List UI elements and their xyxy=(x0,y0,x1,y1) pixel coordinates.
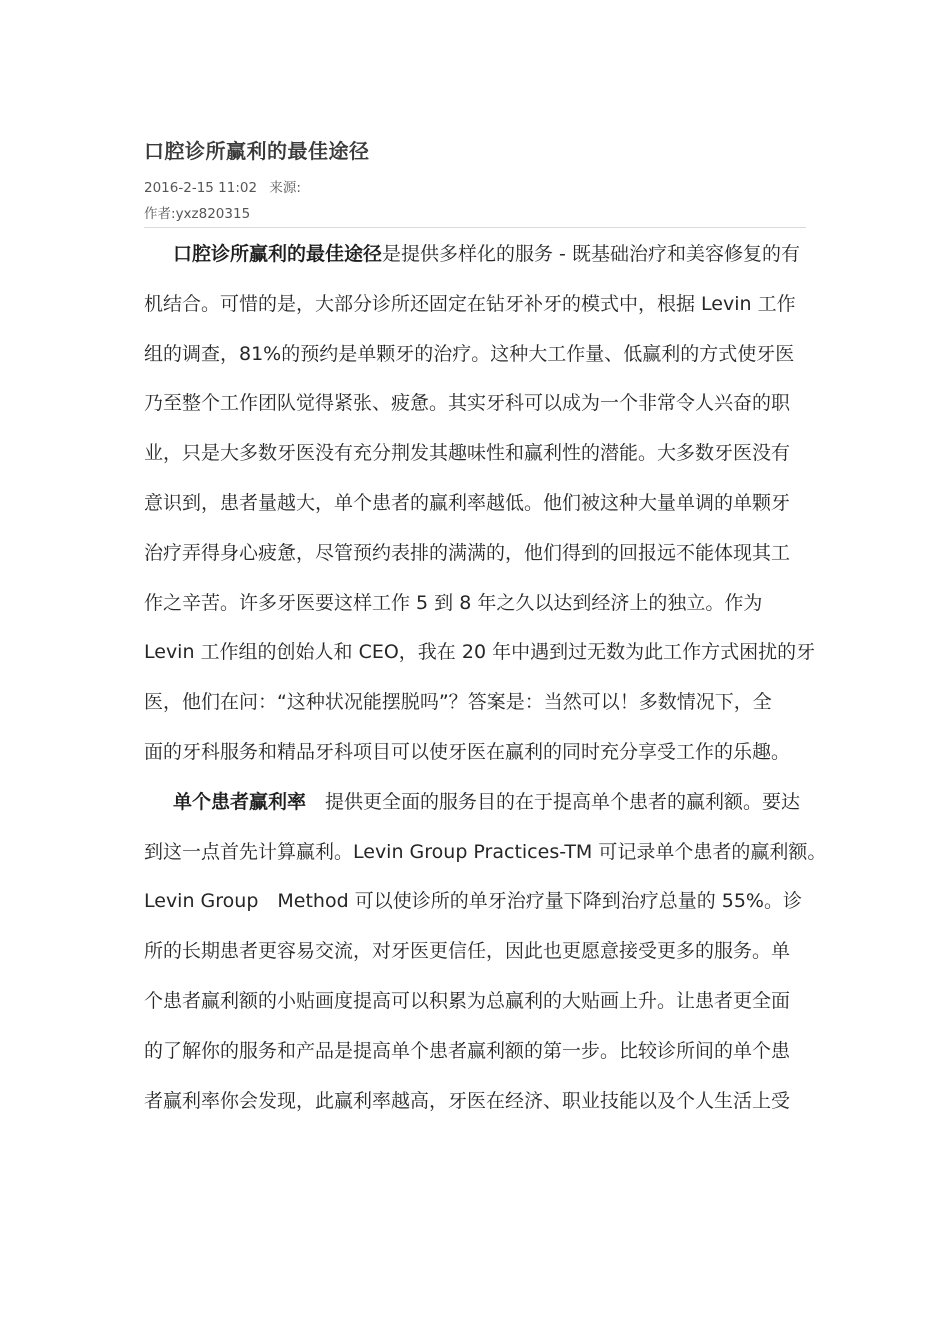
meta-author-row xyxy=(144,201,806,227)
paragraph-2-line-6: 的了解你的服务和产品是提高单个患者赢利额的第一步。比较诊所间的单个患 xyxy=(144,1039,791,1062)
paragraph-2-line-2: 到这一点首先计算赢利。Levin Group Practices-TM 可记录单个患者的赢利额。 xyxy=(144,840,827,863)
paragraph-1-text: 是提供多样化的服务 - 既基础治疗和美容修复的有 xyxy=(382,243,800,265)
paragraph-2-line-7: 者赢利率你会发现，此赢利率越高，牙医在经济、职业技能以及个人生活上受 xyxy=(144,1089,791,1112)
paragraph-1-line-8: 作之辛苦。许多牙医要这样工作 5 到 8 年之久以达到经济上的独立。作为 xyxy=(144,591,763,614)
article-meta xyxy=(144,175,806,227)
paragraph-1-line-11: 面的牙科服务和精品牙科项目可以使牙医在赢利的同时充分享受工作的乐趣。 xyxy=(144,740,791,763)
article-body xyxy=(144,230,827,1126)
paragraph-2-line-1 xyxy=(144,778,806,828)
article-title: 口腔诊所赢利的最佳途径 xyxy=(144,139,370,163)
author-name: yxz820315 xyxy=(175,206,251,222)
paragraph-2-line-3: Levin Group Method 可以使诊所的单牙治疗量下降到治疗总量的 55%。诊 xyxy=(144,890,802,913)
paragraph-2-lead: 单个患者赢利率 xyxy=(173,790,307,813)
meta-date-row xyxy=(144,175,806,201)
publish-date: 2016-2-15 11:02 xyxy=(144,180,258,196)
paragraph-2-line-4: 所的长期患者更容易交流，对牙医更信任，因此也更愿意接受更多的服务。单 xyxy=(144,940,791,963)
author-label: 作者: xyxy=(144,206,176,222)
paragraph-1-line-9: Levin 工作组的创始人和 CEO，我在 20 年中遇到过无数为此工作方式困扰的牙 xyxy=(144,641,816,664)
paragraph-1-line-4: 乃至整个工作团队觉得紧张、疲惫。其实牙科可以成为一个非常令人兴奋的职 xyxy=(144,392,791,415)
paragraph-1-line-2: 机结合。可惜的是，大部分诊所还固定在钻牙补牙的模式中，根据 Levin 工作 xyxy=(144,292,796,315)
paragraph-2-line-5: 个患者赢利额的小贴画度提高可以积累为总赢利的大贴画上升。让患者更全面 xyxy=(144,989,791,1012)
paragraph-1-line-3: 组的调查，81%的预约是单颗牙的治疗。这种大工作量、低赢利的方式使牙医 xyxy=(144,342,795,365)
paragraph-1-line-1 xyxy=(144,230,806,280)
paragraph-1-line-7: 治疗弄得身心疲惫，尽管预约表排的满满的，他们得到的回报远不能体现其工 xyxy=(144,541,791,564)
article xyxy=(144,134,827,1126)
paragraph-2-text: 提供更全面的服务目的在于提高单个患者的赢利额。要达 xyxy=(306,790,801,813)
meta-divider xyxy=(144,227,806,228)
paragraph-1-line-10: 医，他们在问：“这种状况能摆脱吗”？答案是：当然可以！多数情况下，全 xyxy=(144,691,772,714)
source-label: 来源: xyxy=(269,180,301,196)
paragraph-1-line-5: 业，只是大多数牙医没有充分荆发其趣味性和赢利性的潜能。大多数牙医没有 xyxy=(144,442,791,465)
paragraph-1-lead: 口腔诊所赢利的最佳途径 xyxy=(173,243,383,265)
paragraph-1-line-6: 意识到，患者量越大，单个患者的赢利率越低。他们被这种大量单调的单颗牙 xyxy=(144,491,791,514)
